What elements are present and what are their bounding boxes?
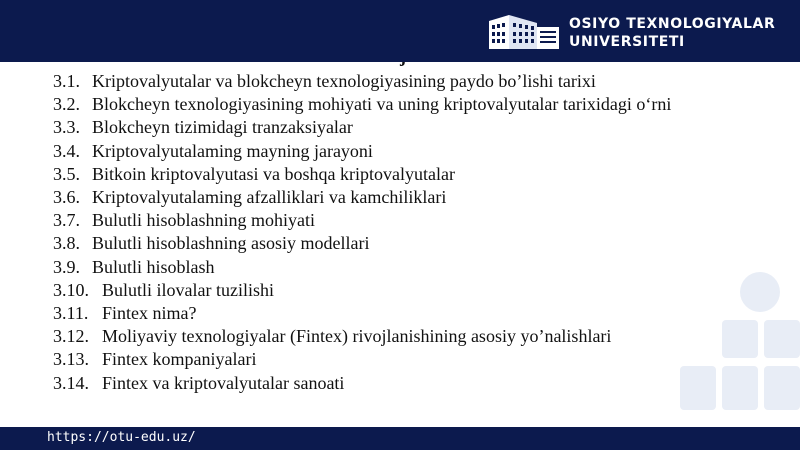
toc-item-number: 3.3. [53, 117, 80, 138]
toc-item [53, 256, 671, 279]
toc-item [53, 140, 671, 163]
university-building-icon [487, 13, 561, 51]
toc-item-number: 3.2. [53, 94, 80, 115]
toc-item [53, 302, 671, 325]
toc-item-text: Bitkoin kriptovalyutasi va boshqa kriptovalyutalar [92, 163, 455, 184]
toc-item-number: 3.13. [53, 349, 89, 370]
university-name [569, 15, 775, 51]
toc-item-text: Moliyaviy texnologiyalar (Fintex) rivojlanishining asosiy yo’nalishlari [102, 326, 612, 347]
header-bar [0, 0, 800, 62]
toc-item [53, 186, 671, 209]
university-name-line2: UNIVERSITETI [569, 34, 685, 50]
toc-item-text: Kriptovalyutalar va blokcheyn texnologiyasining paydo bo’lishi tarixi [92, 71, 596, 91]
toc-item [53, 163, 671, 186]
website-link[interactable]: https://otu-edu.uz/ [47, 430, 196, 445]
toc-item-number: 3.4. [53, 140, 80, 161]
table-of-contents [53, 70, 671, 395]
toc-item [53, 116, 671, 139]
toc-item [53, 325, 671, 348]
toc-item [53, 70, 671, 93]
toc-item [53, 372, 671, 395]
toc-item [53, 93, 671, 116]
toc-item-text: Blokcheyn texnologiyasining mohiyati va uning kriptovalyutalar tarixidagi oʻrni [92, 94, 672, 115]
toc-item-number: 3.10. [53, 279, 89, 300]
toc-item-text: Bulutli hisoblashning mohiyati [92, 210, 316, 231]
toc-item-number: 3.6. [53, 187, 80, 208]
toc-item-number: 3.12. [53, 326, 89, 347]
toc-item-text: Fintex nima? [102, 303, 197, 324]
university-name-line1: OSIYO TEXNOLOGIYALAR [569, 16, 776, 32]
toc-item-text: Kriptovalyutalaming mayning jarayoni [92, 140, 373, 161]
toc-item [53, 348, 671, 371]
toc-item-text: Bulutli ilovalar tuzilishi [102, 279, 274, 300]
toc-item-text: Bulutli hisoblash [92, 256, 215, 277]
toc-item-number: 3.1. [53, 71, 80, 91]
toc-item-text: Fintex va kriptovalyutalar sanoati [102, 372, 345, 393]
toc-item-number: 3.11. [53, 303, 89, 324]
toc-item-text: Bulutli hisoblashning asosiy modellari [92, 233, 370, 254]
toc-item-text: Fintex kompaniyalari [102, 349, 257, 370]
toc-item-number: 3.5. [53, 163, 80, 184]
toc-item-number: 3.14. [53, 372, 89, 393]
toc-item-text: Blokcheyn tizimidagi tranzaksiyalar [92, 117, 353, 138]
toc-item [53, 279, 671, 302]
toc-item-number: 3.9. [53, 256, 80, 277]
toc-item [53, 209, 671, 232]
footer-bar [0, 427, 800, 450]
toc-item [53, 232, 671, 255]
toc-item-number: 3.7. [53, 210, 80, 231]
toc-item-number: 3.8. [53, 233, 80, 254]
toc-item-text: Kriptovalyutalaming afzalliklari va kamchiliklari [92, 187, 447, 208]
